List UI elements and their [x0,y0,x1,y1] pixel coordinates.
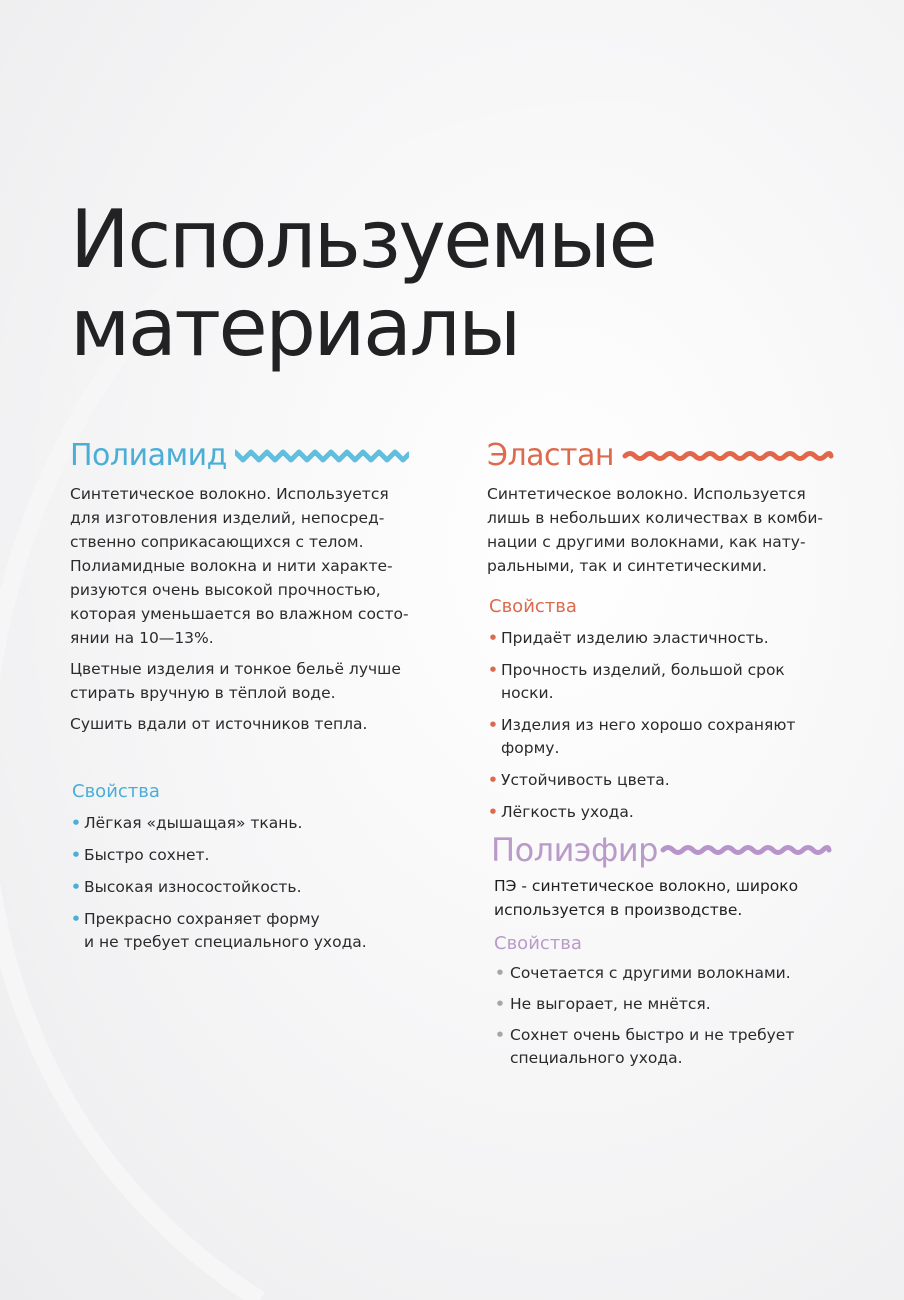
polyamide-care-line: Цветные изделия и тонкое бельё лучше [70,660,401,678]
elastane-desc-line: Синтетическое волокно. Используется [487,485,806,503]
bullet-icon [71,908,81,931]
list-item [487,714,887,760]
bullet-icon [495,1024,505,1047]
list-item-text: Прочность изделий, большой срок [501,661,785,679]
polyamide-properties-title: Свойства [72,781,160,802]
list-item [494,962,891,985]
polyamide-desc-line: янии на 10—13%. [70,629,214,647]
list-item-text: Придаёт изделию эластичность. [501,629,769,647]
list-item-text: Быстро сохнет. [84,846,210,864]
polyester-wave-icon [660,843,832,857]
list-item-text: Устойчивость цвета. [501,771,670,789]
polyamide-desc-line: ризуются очень высокой прочностью, [70,581,381,599]
elastane-properties-list [487,627,887,824]
list-item [494,1024,891,1070]
polyamide-care-wash [70,657,450,705]
list-item-text: Сочетается с другими волокнами. [510,964,791,982]
polyamide-desc-line: ственно соприкасающихся с телом. [70,533,364,551]
elastane-desc-line: лишь в небольших количествах в комби- [487,509,824,527]
polyamide-desc-line: для изготовления изделий, непосред- [70,509,385,527]
list-item [487,627,887,650]
polyamide-desc-line: которая уменьшается во влажном состо- [70,605,409,623]
bullet-icon [71,876,81,899]
list-item [487,659,887,705]
polyamide-zigzag-icon [235,448,409,464]
elastane-section [487,438,887,824]
polyamide-care-dry: Сушить вдали от источников тепла. [70,715,368,733]
polyamide-care-line: стирать вручную в тёплой воде. [70,684,336,702]
list-item [70,844,450,867]
list-item-text: носки. [501,684,554,702]
polyester-desc-line: используется в производстве. [494,901,743,919]
polyester-properties-list [491,962,891,1070]
elastane-desc-line: нации с другими волокнами, как нату- [487,533,806,551]
page-title-line-2: материалы [70,281,519,374]
list-item [487,769,887,792]
polyamide-description [70,482,450,650]
elastane-wave-icon [622,449,834,463]
polyester-desc-line: ПЭ - синтетическое волокно, широко [494,877,799,895]
bullet-icon [488,714,498,737]
elastane-title: Эластан [487,438,614,473]
bullet-icon [488,627,498,650]
elastane-heading [487,438,887,474]
list-item-text: Высокая износостойкость. [84,878,302,896]
page-title-line-1: Используемые [70,193,656,286]
bullet-icon [488,659,498,682]
list-item-text: Лёгкая «дышащая» ткань. [84,814,303,832]
polyamide-heading [70,438,450,474]
polyamide-desc-line: Полиамидные волокна и нити характе- [70,557,393,575]
elastane-desc-line: ральными, так и синтетическими. [487,557,767,575]
polyester-section [491,832,891,1070]
list-item-text: форму. [501,739,560,757]
list-item [487,801,887,824]
polyester-heading [491,832,891,868]
elastane-description [487,482,887,578]
polyester-title: Полиэфир [491,831,658,869]
polyester-description [491,874,891,922]
bullet-icon [71,844,81,867]
list-item-text: Прекрасно сохраняет форму [84,910,320,928]
polyamide-section [70,438,450,954]
list-item [70,812,450,835]
list-item [70,908,450,954]
bullet-icon [71,812,81,835]
elastane-properties-title: Свойства [489,596,577,617]
bullet-icon [495,993,505,1016]
list-item-text: Лёгкость ухода. [501,803,634,821]
bullet-icon [488,801,498,824]
polyamide-title: Полиамид [70,438,227,473]
polyamide-properties-list [70,812,450,954]
list-item-text: и не требует специального ухода. [84,933,367,951]
polyester-properties-title: Свойства [494,933,582,954]
list-item [494,993,891,1016]
bullet-icon [488,769,498,792]
list-item [70,876,450,899]
list-item-text: Сохнет очень быстро и не требует [510,1026,795,1044]
list-item-text: специального ухода. [510,1049,683,1067]
list-item-text: Не выгорает, не мнётся. [510,995,711,1013]
list-item-text: Изделия из него хорошо сохраняют [501,716,796,734]
bullet-icon [495,962,505,985]
polyamide-desc-line: Синтетическое волокно. Используется [70,485,389,503]
page-title [70,193,656,374]
